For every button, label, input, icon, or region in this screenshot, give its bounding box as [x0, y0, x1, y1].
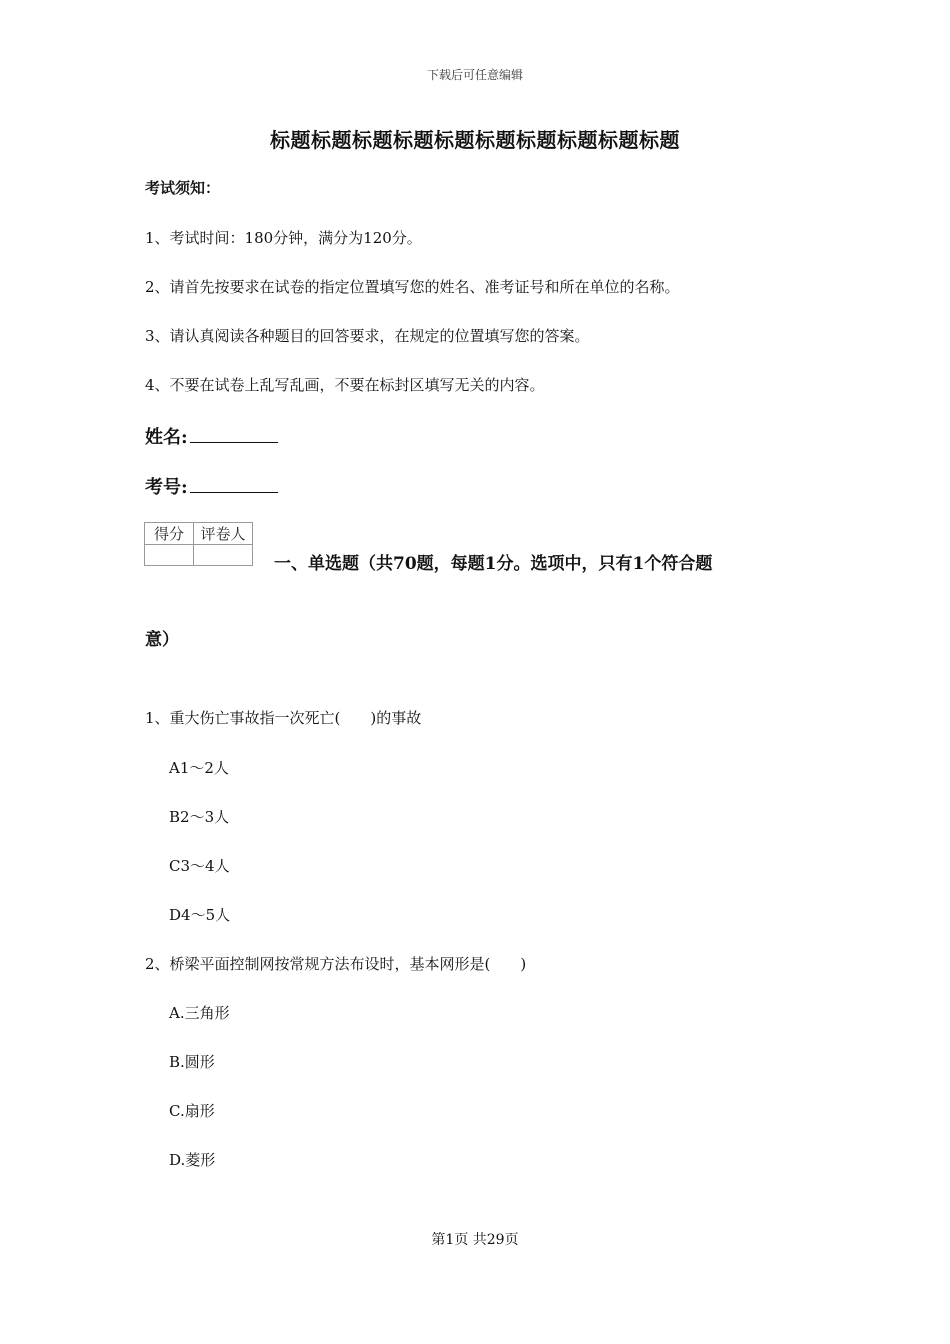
score-header: 得分 [145, 523, 194, 545]
question-option: B2～3人 [169, 808, 230, 826]
exam-id-label: 考号: [145, 477, 188, 498]
notice-item: 1、考试时间：180分钟，满分为120分。 [145, 229, 422, 247]
question-option: C.扇形 [169, 1102, 215, 1120]
score-table [144, 522, 253, 566]
notice-item: 4、不要在试卷上乱写乱画，不要在标封区填写无关的内容。 [145, 376, 545, 394]
question-option: A1～2人 [169, 759, 229, 777]
question-option: A.三角形 [169, 1004, 230, 1022]
question-option: D4～5人 [169, 906, 231, 924]
question-option: D.菱形 [169, 1151, 216, 1169]
document-title: 标题标题标题标题标题标题标题标题标题标题 [270, 128, 680, 152]
grader-cell[interactable] [194, 545, 253, 566]
section-title: 一、单选题（共70题，每题1分。选项中，只有1个符合题 [274, 554, 713, 574]
section-title-continued: 意） [145, 630, 179, 650]
question-stem: 1、重大伤亡事故指一次死亡( )的事故 [145, 709, 422, 727]
score-cell[interactable] [145, 545, 194, 566]
question-stem: 2、桥梁平面控制网按常规方法布设时，基本网形是( ) [145, 955, 527, 973]
page-footer: 第1页 共29页 [431, 1232, 519, 1248]
notice-item: 3、请认真阅读各种题目的回答要求，在规定的位置填写您的答案。 [145, 327, 590, 345]
notice-heading: 考试须知： [145, 179, 221, 197]
page-header: 下载后可任意编辑 [426, 68, 523, 82]
name-blank[interactable] [190, 426, 278, 443]
name-label: 姓名: [145, 427, 188, 448]
question-option: C3～4人 [169, 857, 230, 875]
name-field [145, 423, 278, 449]
notice-item: 2、请首先按要求在试卷的指定位置填写您的姓名、准考证号和所在单位的名称。 [145, 278, 680, 296]
question-option: B.圆形 [169, 1053, 215, 1071]
exam-id-field [145, 473, 278, 499]
exam-id-blank[interactable] [190, 476, 278, 493]
grader-header: 评卷人 [194, 523, 253, 545]
